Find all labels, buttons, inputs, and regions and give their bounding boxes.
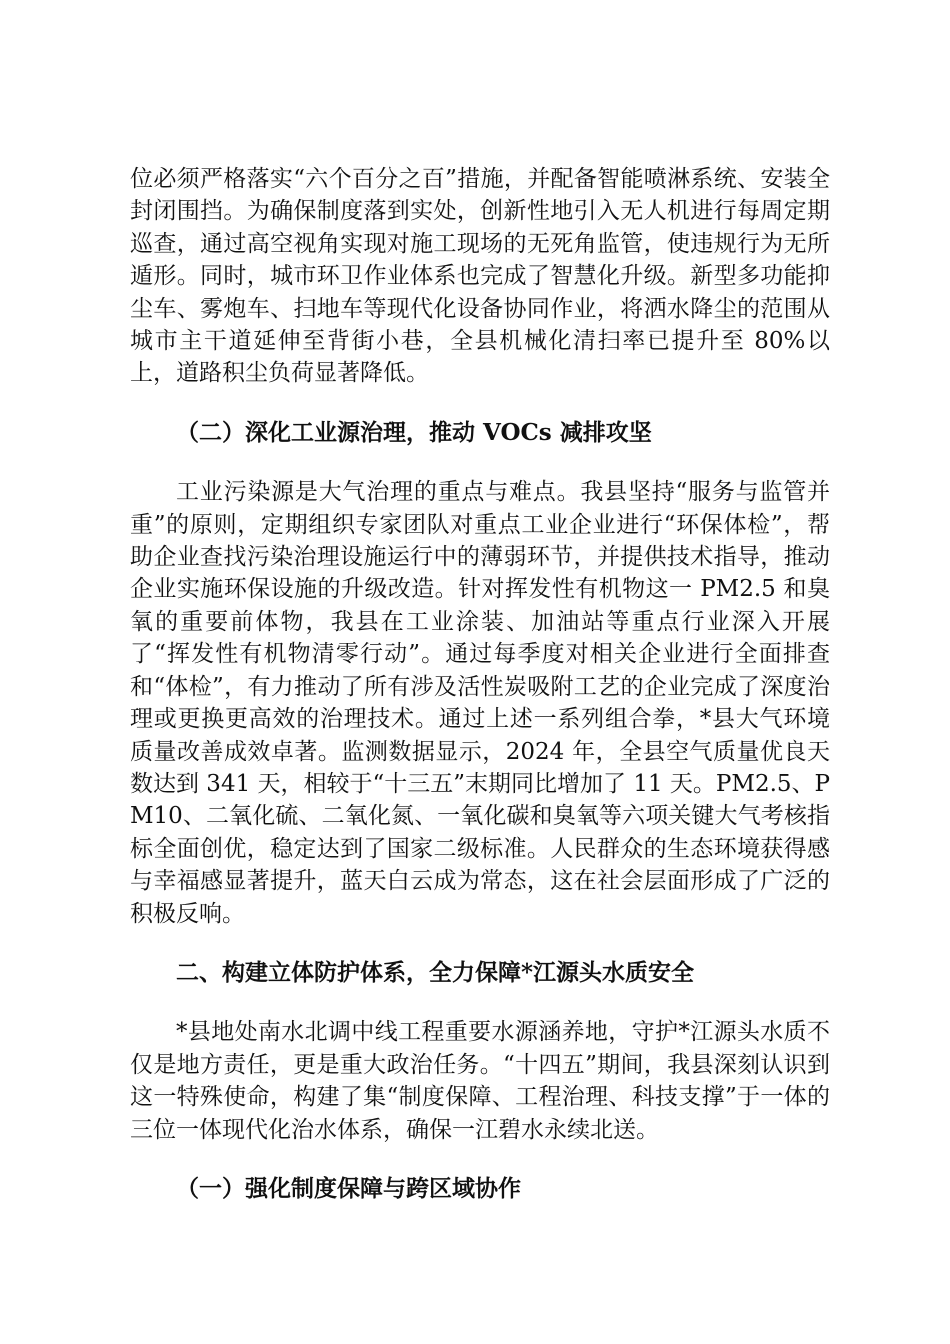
paragraph-industrial-governance: 工业污染源是大气治理的重点与难点。我县坚持“服务与监管并重”的原则，定期组织专家团队对重点工业企业进行“环保体检”，帮助企业查找污染治理设施运行中的薄弱环节，并提供技术指导，推动企业实施环保设施的升级改造。针对挥发性有机物这一 PM2.5 和臭氧的重要前体物，我县在工业涂装、加油站等重点行业深入开展了“挥发性有机物清零行动”。通过每季度对相关企业进行全面排查和“体检”，有力推动了所有涉及活性炭吸附工艺的企业完成了深度治理或更换更高效的治理技术。通过上述一系列组合拳，*县大气环境质量改善成效卓著。监测数据显示，2024 年，全县空气质量优良天数达到 341 天，相较于“十三五”末期同比增加了 11 天。PM2.5、PM10、二氧化硫、二氧化氮、一氧化碳和臭氧等六项关键大气考核指标全面创优，稳定达到了国家二级标准。人民群众的生态环境获得感与幸福感显著提升，蓝天白云成为常态，这在社会层面形成了广泛的积极反响。 bbox=[130, 479, 831, 927]
section-heading-institutional-guarantee: （一）强化制度保障与跨区域协作 bbox=[176, 1174, 521, 1202]
paragraph-dust-control: 位必须严格落实“六个百分之百”措施，并配备智能喷淋系统、安装全封闭围挡。为确保制度落到实处，创新性地引入无人机进行每周定期巡查，通过高空视角实现对施工现场的无死角监管，使违规行为无所遁形。同时，城市环卫作业体系也完成了智慧化升级。新型多功能抑尘车、雾炮车、扫地车等现代化设备协同作业，将洒水降尘的范围从城市主干道延伸至背街小巷，全县机械化清扫率已提升至 80%以上，道路积尘负荷显著降低。 bbox=[130, 166, 830, 387]
document-body bbox=[130, 163, 830, 1205]
section-heading-water-protection: 二、构建立体防护体系，全力保障*江源头水质安全 bbox=[176, 958, 695, 986]
paragraph-water-source: *县地处南水北调中线工程重要水源涵养地，守护*江源头水质不仅是地方责任，更是重大政治任务。“十四五”期间，我县深刻认识到这一特殊使命，构建了集“制度保障、工程治理、科技支撑”于一体的三位一体现代化治水体系，确保一江碧水永续北送。 bbox=[130, 1019, 830, 1143]
section-heading-industrial-source: （二）深化工业源治理，推动 VOCs 减排攻坚 bbox=[176, 418, 652, 446]
